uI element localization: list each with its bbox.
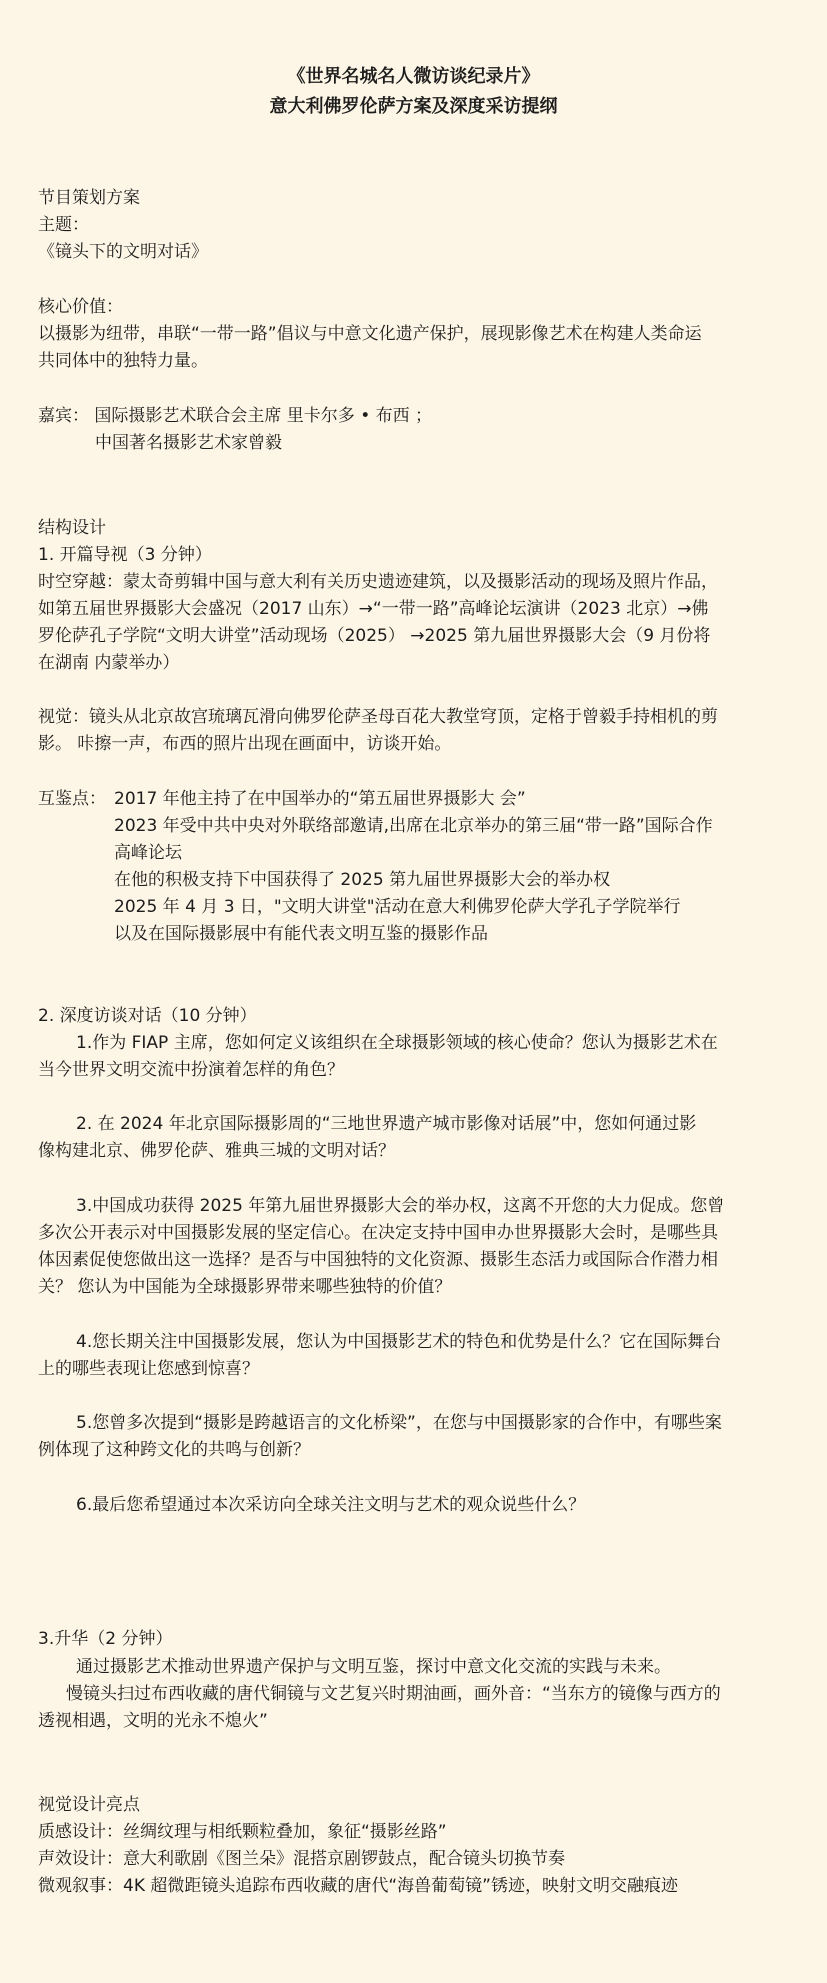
mutual-learning-label: 互鉴点：	[38, 789, 106, 809]
question-1-line-2: 当今世界文明交流中扮演着怎样的角色？	[38, 1060, 344, 1080]
question-2-line-1: 2. 在 2024 年北京国际摄影周的“三地世界遗产城市影像对话展”中，您如何通过影	[76, 1114, 697, 1134]
part3-line-2: 慢镜头扫过布西收藏的唐代铜镜与文艺复兴时期油画，画外音：“当东方的镜像与西方的	[66, 1684, 721, 1704]
theme-value: 《镜头下的文明对话》	[38, 242, 208, 262]
question-5-line-1: 5.您曾多次提到“摄影是跨越语言的文化桥梁”，在您与中国摄影家的合作中，有哪些案	[76, 1413, 722, 1433]
document-title-line-2: 意大利佛罗伦萨方案及深度采访提纲	[269, 96, 558, 117]
part3-line-3: 透视相遇，文明的光永不熄火”	[38, 1711, 268, 1731]
part1-visual-line-1: 视觉：镜头从北京故宫琉璃瓦滑向佛罗伦萨圣母百花大教堂穹顶，定格于曾毅手持相机的剪	[38, 707, 718, 727]
guests-line-2: 中国著名摄影艺术家曾毅	[95, 433, 282, 453]
theme-label: 主题：	[38, 215, 89, 235]
question-1-line-1: 1.作为 FIAP 主席，您如何定义该组织在全球摄影领域的核心使命？您认为摄影艺术在	[76, 1033, 718, 1053]
question-2-line-2: 像构建北京、佛罗伦萨、雅典三城的文明对话？	[38, 1141, 395, 1161]
part1-visual-line-2: 影。 咔擦一声，布西的照片出现在画面中，访谈开始。	[38, 734, 452, 754]
part1-time-line-3: 罗伦萨孔子学院“文明大讲堂”活动现场（2025） →2025 第九届世界摄影大会（9 月份将	[38, 626, 711, 646]
question-3-line-2: 多次公开表示对中国摄影发展的坚定信心。在决定支持中国申办世界摄影大会时，是哪些具	[38, 1223, 718, 1243]
mutual-learning-line-5: 2025 年 4 月 3 日，"文明大讲堂"活动在意大利佛罗伦萨大学孔子学院举行	[114, 897, 681, 917]
mutual-learning-line-3: 高峰论坛	[114, 843, 182, 863]
core-value-line-1: 以摄影为纽带，串联“一带一路”倡议与中意文化遗产保护，展现影像艺术在构建人类命运	[38, 324, 702, 344]
question-3-line-4: 关？ 您认为中国能为全球摄影界带来哪些独特的价值？	[38, 1277, 452, 1297]
visual-design-heading: 视觉设计亮点	[38, 1795, 140, 1815]
structure-heading: 结构设计	[38, 518, 106, 538]
mutual-learning-line-4: 在他的积极支持下中国获得了 2025 第九届世界摄影大会的举办权	[114, 870, 611, 890]
part3-title: 3.升华（2 分钟）	[38, 1629, 173, 1649]
part1-time-line-1: 时空穿越：蒙太奇剪辑中国与意大利有关历史遗迹建筑，以及摄影活动的现场及照片作品，	[38, 572, 718, 592]
part2-title: 2. 深度访谈对话（10 分钟）	[38, 1006, 257, 1026]
guests-line-1: 嘉宾： 国际摄影艺术联合会主席 里卡尔多 • 布西 ；	[38, 406, 433, 426]
mutual-learning-line-1: 2017 年他主持了在中国举办的“第五届世界摄影大 会”	[114, 789, 526, 809]
question-3-line-3: 体因素促使您做出这一选择？是否与中国独特的文化资源、摄影生态活力或国际合作潜力相	[38, 1250, 718, 1270]
part3-line-1: 通过摄影艺术推动世界遗产保护与文明互鉴，探讨中意文化交流的实践与未来。	[76, 1657, 671, 1677]
part1-time-line-4: 在湖南 内蒙举办）	[38, 653, 180, 673]
question-4-line-2: 上的哪些表现让您感到惊喜？	[38, 1359, 259, 1379]
document-title-line-1: 《世界名城名人微访谈纪录片》	[287, 66, 540, 87]
question-4-line-1: 4.您长期关注中国摄影发展，您认为中国摄影艺术的特色和优势是什么？它在国际舞台	[76, 1332, 722, 1352]
question-3-line-1: 3.中国成功获得 2025 年第九届世界摄影大会的举办权，这离不开您的大力促成。您曾	[76, 1196, 725, 1216]
mutual-learning-line-6: 以及在国际摄影展中有能代表文明互鉴的摄影作品	[114, 924, 488, 944]
part1-title: 1. 开篇导视（3 分钟）	[38, 545, 212, 565]
visual-design-sound: 声效设计：意大利歌剧《图兰朵》混搭京剧锣鼓点，配合镜头切换节奏	[38, 1849, 565, 1869]
part1-time-line-2: 如第五届世界摄影大会盛况（2017 山东）→“一带一路”高峰论坛演讲（2023 北京）→佛	[38, 599, 709, 619]
question-5-line-2: 例体现了这种跨文化的共鸣与创新？	[38, 1440, 310, 1460]
core-value-line-2: 共同体中的独特力量。	[38, 351, 208, 371]
core-value-label: 核心价值：	[38, 297, 123, 317]
visual-design-micro-narrative: 微观叙事：4K 超微距镜头追踪布西收藏的唐代“海兽葡萄镜”锈迹，映射文明交融痕迹	[38, 1876, 678, 1896]
question-6-line-1: 6.最后您希望通过本次采访向全球关注文明与艺术的观众说些什么？	[76, 1495, 586, 1515]
mutual-learning-line-2: 2023 年受中共中央对外联络部邀请,出席在北京举办的第三届“带一路”国际合作	[114, 816, 713, 836]
plan-heading: 节目策划方案	[38, 188, 140, 208]
visual-design-texture: 质感设计：丝绸纹理与相纸颗粒叠加，象征“摄影丝路”	[38, 1822, 447, 1842]
